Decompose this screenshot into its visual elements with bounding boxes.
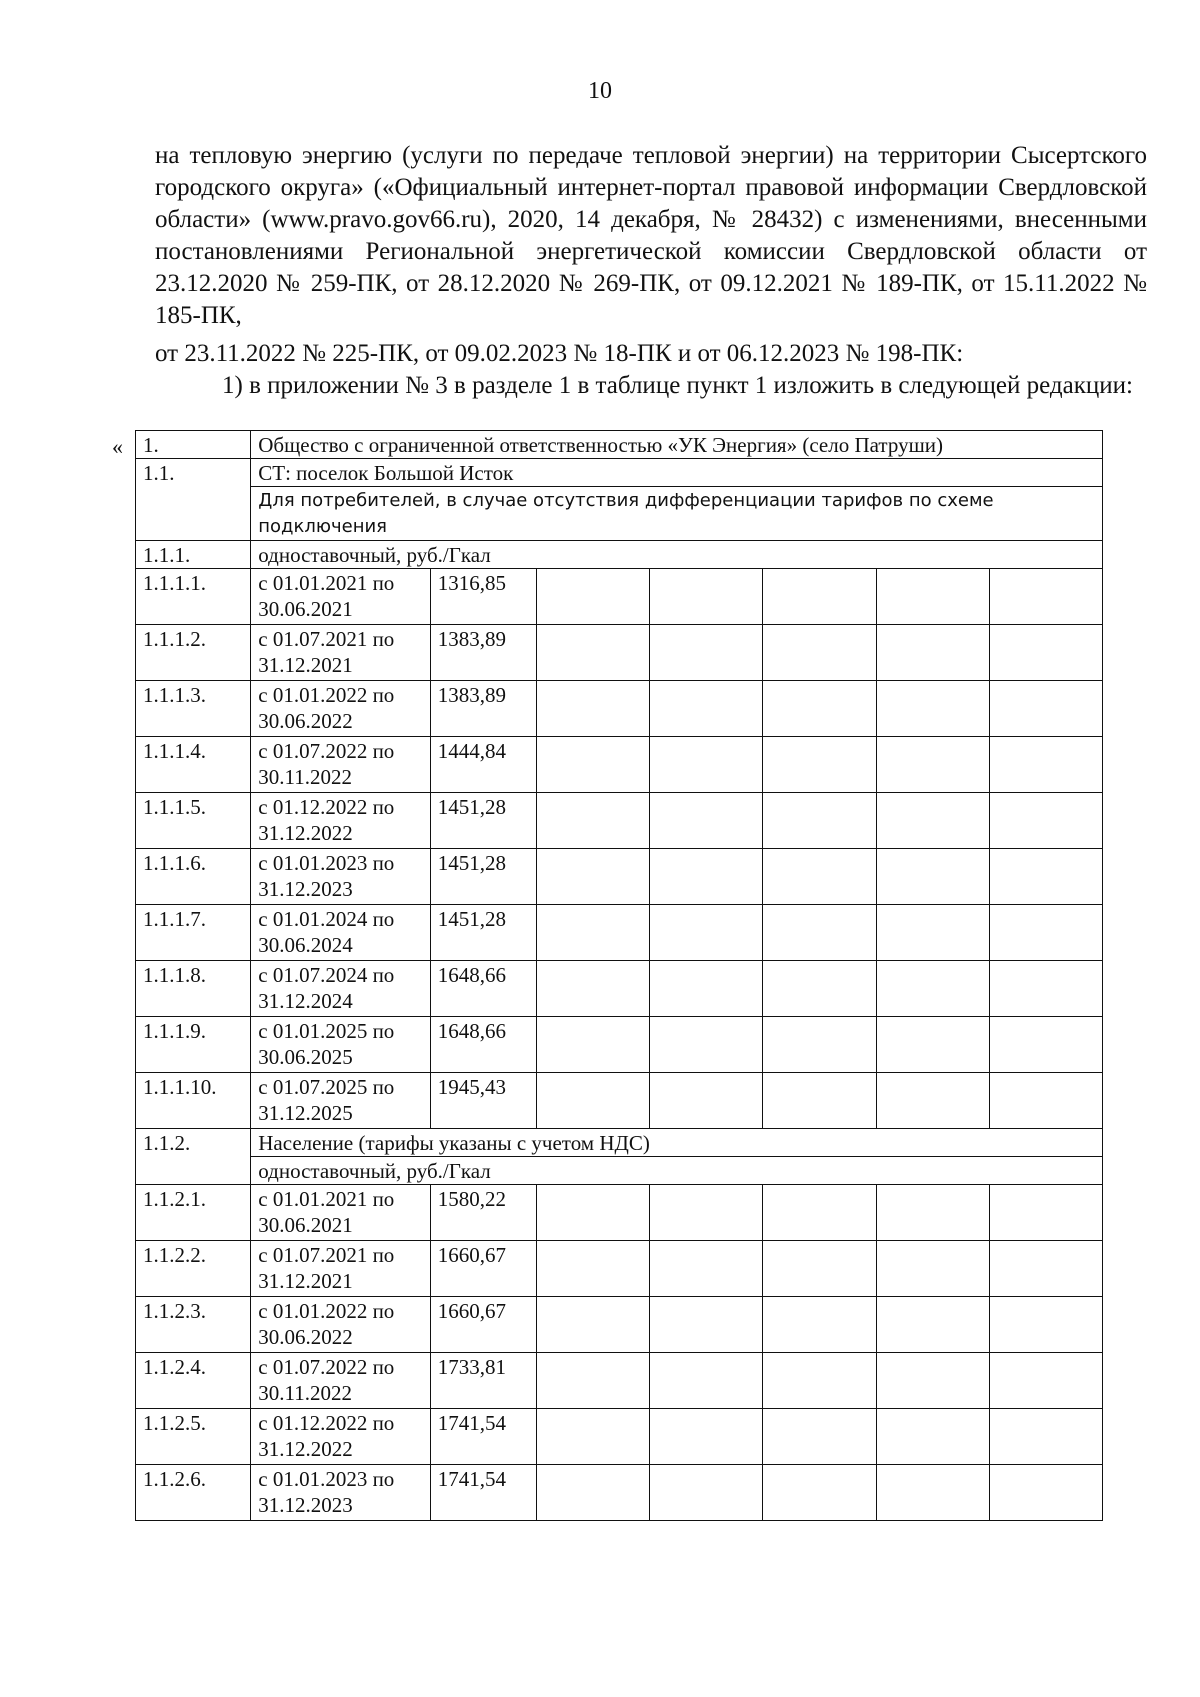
empty-cell <box>536 681 649 737</box>
table-row <box>136 1241 1103 1297</box>
empty-cell <box>536 1353 649 1409</box>
table-row <box>136 1073 1103 1129</box>
row-value: 1316,85 <box>430 569 536 625</box>
empty-cell <box>876 1409 989 1465</box>
page-number: 10 <box>588 78 612 104</box>
empty-cell <box>989 1241 1102 1297</box>
row-value: 1741,54 <box>430 1465 536 1521</box>
table-row-consumers-note <box>136 487 1103 541</box>
empty-cell <box>763 569 876 625</box>
table-row <box>136 961 1103 1017</box>
empty-cell <box>763 1017 876 1073</box>
table-row <box>136 681 1103 737</box>
empty-cell <box>876 625 989 681</box>
empty-cell <box>989 1353 1102 1409</box>
empty-cell <box>876 1297 989 1353</box>
empty-cell <box>876 1185 989 1241</box>
row-number: 1.1.2.2. <box>136 1241 251 1297</box>
empty-cell <box>989 1073 1102 1129</box>
amendment-item-text: 1) в приложении № 3 в разделе 1 в таблице пункт 1 изложить в следующей редакции: <box>222 372 1133 399</box>
table-row <box>136 1409 1103 1465</box>
empty-cell <box>876 1073 989 1129</box>
table-row <box>136 737 1103 793</box>
empty-cell <box>650 849 763 905</box>
row-value: 1451,28 <box>430 793 536 849</box>
empty-cell <box>536 793 649 849</box>
consumers-note: Для потребителей, в случае отсутствия дифференциации тарифов по схеме подключения <box>251 487 1103 541</box>
row-number: 1.1.1.6. <box>136 849 251 905</box>
empty-cell <box>650 681 763 737</box>
empty-cell <box>650 1241 763 1297</box>
empty-cell <box>763 1465 876 1521</box>
empty-cell <box>650 1185 763 1241</box>
empty-cell <box>763 737 876 793</box>
row-period: с 01.01.2022 по 30.06.2022 <box>251 681 431 737</box>
empty-cell <box>763 905 876 961</box>
empty-cell <box>536 905 649 961</box>
row-period: с 01.01.2025 по 30.06.2025 <box>251 1017 431 1073</box>
empty-cell <box>536 1073 649 1129</box>
empty-cell <box>536 569 649 625</box>
empty-cell <box>650 1017 763 1073</box>
empty-cell <box>763 961 876 1017</box>
table-row-group1-header <box>136 541 1103 569</box>
empty-cell <box>536 1241 649 1297</box>
row-number: 1.1.1.7. <box>136 905 251 961</box>
row-number: 1.1.2.1. <box>136 1185 251 1241</box>
row-period: с 01.07.2025 по 31.12.2025 <box>251 1073 431 1129</box>
empty-cell <box>989 1297 1102 1353</box>
empty-cell <box>536 625 649 681</box>
org-number: 1. <box>136 431 251 459</box>
row-value: 1383,89 <box>430 625 536 681</box>
system-number: 1.1. <box>136 459 251 541</box>
row-number: 1.1.2.3. <box>136 1297 251 1353</box>
row-number: 1.1.1.10. <box>136 1073 251 1129</box>
empty-cell <box>989 681 1102 737</box>
row-value: 1741,54 <box>430 1409 536 1465</box>
empty-cell <box>763 1409 876 1465</box>
row-value: 1451,28 <box>430 849 536 905</box>
empty-cell <box>536 1409 649 1465</box>
row-period: с 01.12.2022 по 31.12.2022 <box>251 1409 431 1465</box>
table-row <box>136 1297 1103 1353</box>
empty-cell <box>650 961 763 1017</box>
table-row <box>136 1465 1103 1521</box>
row-number: 1.1.2.5. <box>136 1409 251 1465</box>
empty-cell <box>876 1241 989 1297</box>
group2-title: Население (тарифы указаны с учетом НДС) <box>251 1129 1103 1157</box>
tariff-table <box>135 430 1103 1521</box>
empty-cell <box>536 961 649 1017</box>
row-value: 1660,67 <box>430 1241 536 1297</box>
empty-cell <box>876 569 989 625</box>
row-period: с 01.07.2022 по 30.11.2022 <box>251 1353 431 1409</box>
table-row-organization <box>136 431 1103 459</box>
empty-cell <box>763 681 876 737</box>
row-period: с 01.01.2022 по 30.06.2022 <box>251 1297 431 1353</box>
row-number: 1.1.1.3. <box>136 681 251 737</box>
intro-paragraph: на тепловую энергию (услуги по передаче тепловой энергии) на территории Сысертского городского округа» («Официальный интернет-портал правовой информации Свердловской области» (www.pravo.gov66.ru), 2020, 14 декабря, № 28432) с изменениями, внесенными постановлениями Региональной энергетической комиссии Свердловской области от 23.12.2020 № 259-ПК, от 28.12.2020 № 269-ПК, от 09.12.2021 № 189-ПК, от 15.11.2022 № 185-ПК, <box>155 142 1147 329</box>
row-period: с 01.07.2021 по 31.12.2021 <box>251 625 431 681</box>
row-number: 1.1.1.4. <box>136 737 251 793</box>
empty-cell <box>763 625 876 681</box>
table-row-group2-label <box>136 1157 1103 1185</box>
row-period: с 01.01.2023 по 31.12.2023 <box>251 849 431 905</box>
empty-cell <box>989 961 1102 1017</box>
row-value: 1451,28 <box>430 905 536 961</box>
empty-cell <box>876 681 989 737</box>
empty-cell <box>763 849 876 905</box>
system-name: СТ: поселок Большой Исток <box>251 459 1103 487</box>
row-value: 1444,84 <box>430 737 536 793</box>
row-period: с 01.01.2021 по 30.06.2021 <box>251 1185 431 1241</box>
row-period: с 01.01.2024 по 30.06.2024 <box>251 905 431 961</box>
row-period: с 01.07.2021 по 31.12.2021 <box>251 1241 431 1297</box>
empty-cell <box>989 1185 1102 1241</box>
table-row <box>136 849 1103 905</box>
empty-cell <box>536 849 649 905</box>
row-number: 1.1.2.4. <box>136 1353 251 1409</box>
empty-cell <box>989 625 1102 681</box>
group2-number: 1.1.2. <box>136 1129 251 1185</box>
empty-cell <box>989 569 1102 625</box>
row-value: 1580,22 <box>430 1185 536 1241</box>
row-value: 1660,67 <box>430 1297 536 1353</box>
row-number: 1.1.2.6. <box>136 1465 251 1521</box>
table-row <box>136 1185 1103 1241</box>
empty-cell <box>650 625 763 681</box>
empty-cell <box>650 737 763 793</box>
intro-last-line: от 23.11.2022 № 225-ПК, от 09.02.2023 № 18-ПК и от 06.12.2023 № 198-ПК: <box>155 340 964 367</box>
row-number: 1.1.1.9. <box>136 1017 251 1073</box>
group1-number: 1.1.1. <box>136 541 251 569</box>
table-row <box>136 905 1103 961</box>
empty-cell <box>763 1353 876 1409</box>
empty-cell <box>989 1465 1102 1521</box>
group2-label: одноставочный, руб./Гкал <box>251 1157 1103 1185</box>
row-period: с 01.07.2022 по 30.11.2022 <box>251 737 431 793</box>
empty-cell <box>989 849 1102 905</box>
row-number: 1.1.1.2. <box>136 625 251 681</box>
row-value: 1945,43 <box>430 1073 536 1129</box>
table-row-system <box>136 459 1103 487</box>
group1-label: одноставочный, руб./Гкал <box>251 541 1103 569</box>
row-period: с 01.01.2023 по 31.12.2023 <box>251 1465 431 1521</box>
empty-cell <box>536 1297 649 1353</box>
empty-cell <box>876 793 989 849</box>
empty-cell <box>989 737 1102 793</box>
empty-cell <box>650 1465 763 1521</box>
row-number: 1.1.1.5. <box>136 793 251 849</box>
empty-cell <box>650 569 763 625</box>
empty-cell <box>763 1185 876 1241</box>
table-row <box>136 1353 1103 1409</box>
empty-cell <box>876 1017 989 1073</box>
empty-cell <box>763 1297 876 1353</box>
empty-cell <box>650 1353 763 1409</box>
table-row <box>136 625 1103 681</box>
row-period: с 01.01.2021 по 30.06.2021 <box>251 569 431 625</box>
empty-cell <box>650 793 763 849</box>
empty-cell <box>650 905 763 961</box>
empty-cell <box>989 1017 1102 1073</box>
empty-cell <box>763 1073 876 1129</box>
row-value: 1648,66 <box>430 1017 536 1073</box>
empty-cell <box>876 1465 989 1521</box>
empty-cell <box>876 849 989 905</box>
row-value: 1648,66 <box>430 961 536 1017</box>
org-name: Общество с ограниченной ответственностью «УК Энергия» (село Патруши) <box>251 431 1103 459</box>
empty-cell <box>536 1465 649 1521</box>
empty-cell <box>650 1297 763 1353</box>
empty-cell <box>989 793 1102 849</box>
row-number: 1.1.1.8. <box>136 961 251 1017</box>
empty-cell <box>650 1073 763 1129</box>
table-row <box>136 1017 1103 1073</box>
empty-cell <box>763 793 876 849</box>
empty-cell <box>989 1409 1102 1465</box>
empty-cell <box>763 1241 876 1297</box>
empty-cell <box>536 1185 649 1241</box>
row-number: 1.1.1.1. <box>136 569 251 625</box>
empty-cell <box>876 1353 989 1409</box>
empty-cell <box>876 961 989 1017</box>
table-row-group2-header <box>136 1129 1103 1157</box>
empty-cell <box>536 737 649 793</box>
table-row <box>136 569 1103 625</box>
row-period: с 01.07.2024 по 31.12.2024 <box>251 961 431 1017</box>
empty-cell <box>650 1409 763 1465</box>
table-row <box>136 793 1103 849</box>
empty-cell <box>876 905 989 961</box>
row-value: 1733,81 <box>430 1353 536 1409</box>
empty-cell <box>536 1017 649 1073</box>
opening-quote-mark: « <box>112 434 123 459</box>
empty-cell <box>876 737 989 793</box>
empty-cell <box>989 905 1102 961</box>
row-period: с 01.12.2022 по 31.12.2022 <box>251 793 431 849</box>
row-value: 1383,89 <box>430 681 536 737</box>
